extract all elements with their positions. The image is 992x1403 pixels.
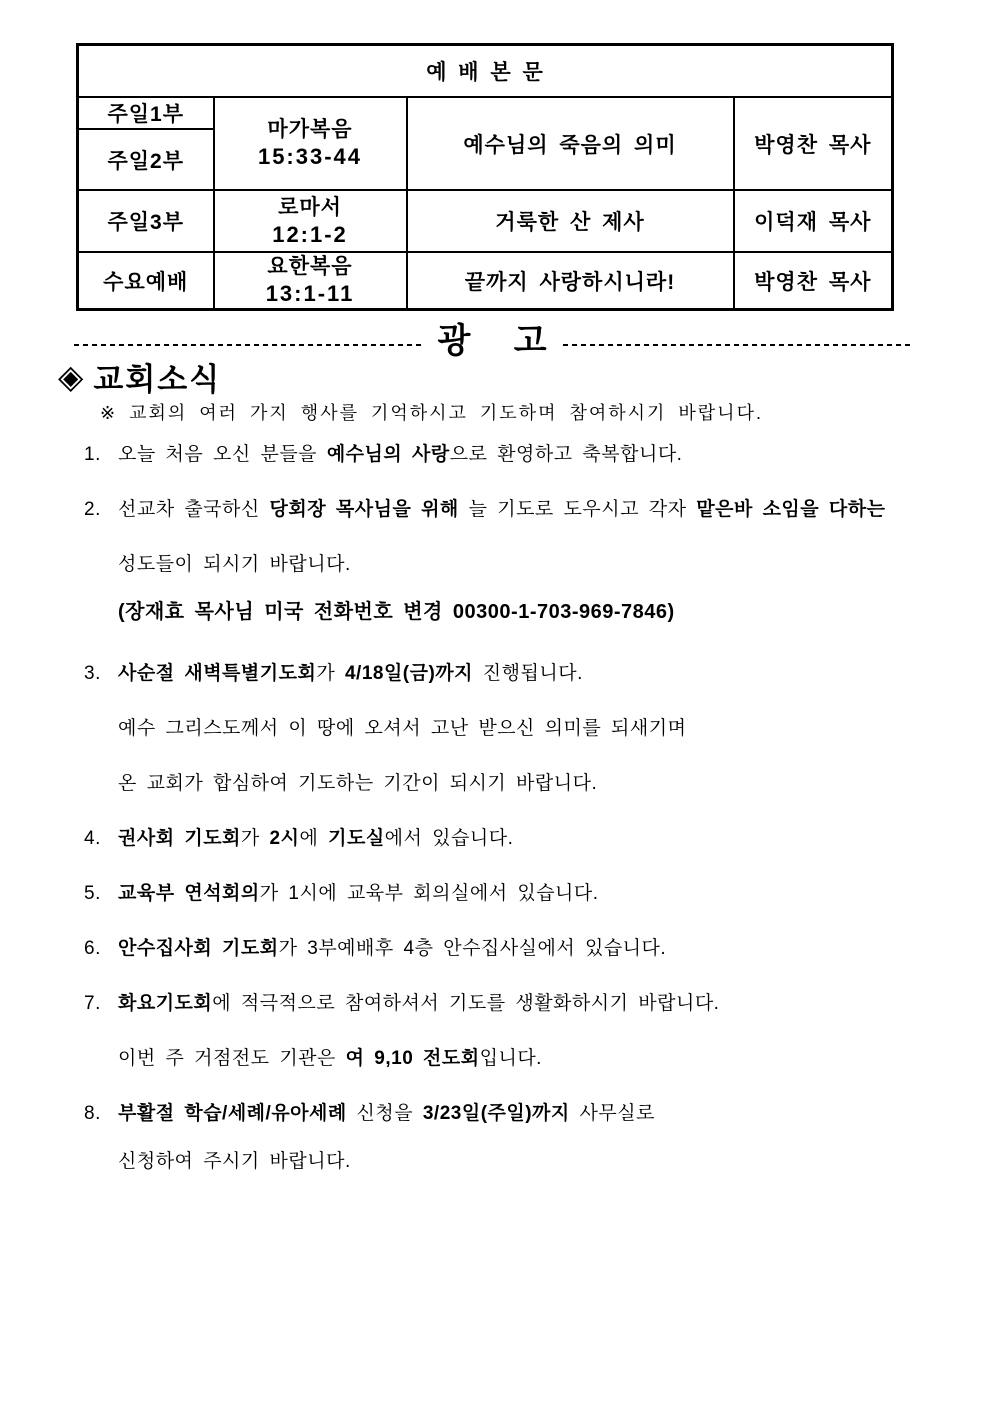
announcement-item-line [84,771,960,797]
item-number: 6. [84,938,101,959]
service-cell: 주일2부 [78,129,214,190]
scripture-cell [214,190,407,252]
announcement-item-line [84,497,960,523]
announcement-item-line [84,552,960,578]
announcement-item-line [84,881,960,907]
preacher-cell: 박영찬 목사 [734,252,893,310]
scripture-book: 요한복음 [267,255,353,278]
announcement-item-line [84,661,960,687]
table-row [78,190,893,252]
item-text: 성도들이 되시기 바랍니다. [118,554,351,575]
table-row [78,252,893,310]
sermon-title-cell: 끝까지 사랑하시니라! [407,252,734,310]
item-text: 사순절 새벽특별기도회가 4/18일(금)까지 진행됩니다. [118,663,583,684]
item-text: 권사회 기도회가 2시에 기도실에서 있습니다. [118,828,514,849]
service-cell: 주일3부 [78,190,214,252]
preacher-cell: 박영찬 목사 [734,97,893,190]
announcement-item-line [84,599,960,625]
item-text: 부활절 학습/세례/유아세례 신청을 3/23일(주일)까지 사무실로 [118,1103,655,1124]
worship-text-table [76,43,894,311]
item-text: 교육부 연석회의가 1시에 교육부 회의실에서 있습니다. [118,883,599,904]
table-title-row [78,45,893,98]
item-number: 7. [84,993,101,1014]
scripture-book: 마가복음 [267,118,353,141]
announcement-list [84,442,960,1175]
preacher-cell: 이덕재 목사 [734,190,893,252]
scripture-cell [214,252,407,310]
divider-dashed-line-left [74,344,423,346]
church-news-note: ※ 교회의 여러 가지 행사를 기억하시고 기도하며 참여하시기 바랍니다. [100,403,763,423]
announcement-item-line [84,1046,960,1072]
item-text: 안수집사회 기도회가 3부예배후 4층 안수집사실에서 있습니다. [118,938,667,959]
divider-dashed-line-right [563,344,912,346]
announcement-item-line [84,936,960,962]
item-number: 2. [84,499,101,520]
item-text: 화요기도회에 적극적으로 참여하셔서 기도를 생활화하시기 바랍니다. [118,993,720,1014]
sermon-title-cell: 예수님의 죽음의 의미 [407,97,734,190]
diamond-icon: ◈ [58,358,86,395]
service-cell: 주일1부 [78,97,214,129]
announcement-item-line [84,1101,960,1127]
service-cell: 수요예배 [78,252,214,310]
scripture-verses: 15:33-44 [257,144,363,169]
scripture-cell [214,97,407,190]
item-text: 온 교회가 합심하여 기도하는 기간이 되시기 바랍니다. [118,773,598,794]
announcement-item-line [84,1149,960,1175]
announcement-item-line [84,826,960,852]
church-news-heading-label: 교회소식 [93,362,222,397]
item-text: 신청하여 주시기 바랍니다. [118,1151,351,1172]
sermon-title-cell: 거룩한 산 제사 [407,190,734,252]
announcement-item-line [84,991,960,1017]
item-number: 8. [84,1103,101,1124]
item-number: 4. [84,828,101,849]
item-number: 5. [84,883,101,904]
item-number: 1. [84,444,101,465]
item-text: 이번 주 거점전도 기관은 여 9,10 전도회입니다. [118,1048,542,1069]
item-text: (장재효 목사님 미국 전화번호 변경 00300-1-703-969-7846) [118,601,675,623]
item-text: 오늘 처음 오신 분들을 예수님의 사랑으로 환영하고 축복합니다. [118,444,683,465]
item-text: 예수 그리스도께서 이 땅에 오셔서 고난 받으신 의미를 되새기며 [118,718,687,739]
item-text: 선교차 출국하신 당회장 목사님을 위해 늘 기도로 도우시고 각자 맡은바 소임을 다하는 [118,499,886,520]
item-number: 3. [84,663,101,684]
church-news-heading [58,354,221,399]
scripture-verses: 12:1-2 [272,221,348,247]
scripture-book: 로마서 [278,195,342,219]
table-title: 예 배 본 문 [78,45,893,98]
announcements-divider-title: 광 고 [437,321,549,360]
scripture-verses: 13:1-11 [265,281,355,306]
table-row [78,97,893,129]
announcement-item-line [84,716,960,742]
announcement-item-line [84,442,960,468]
